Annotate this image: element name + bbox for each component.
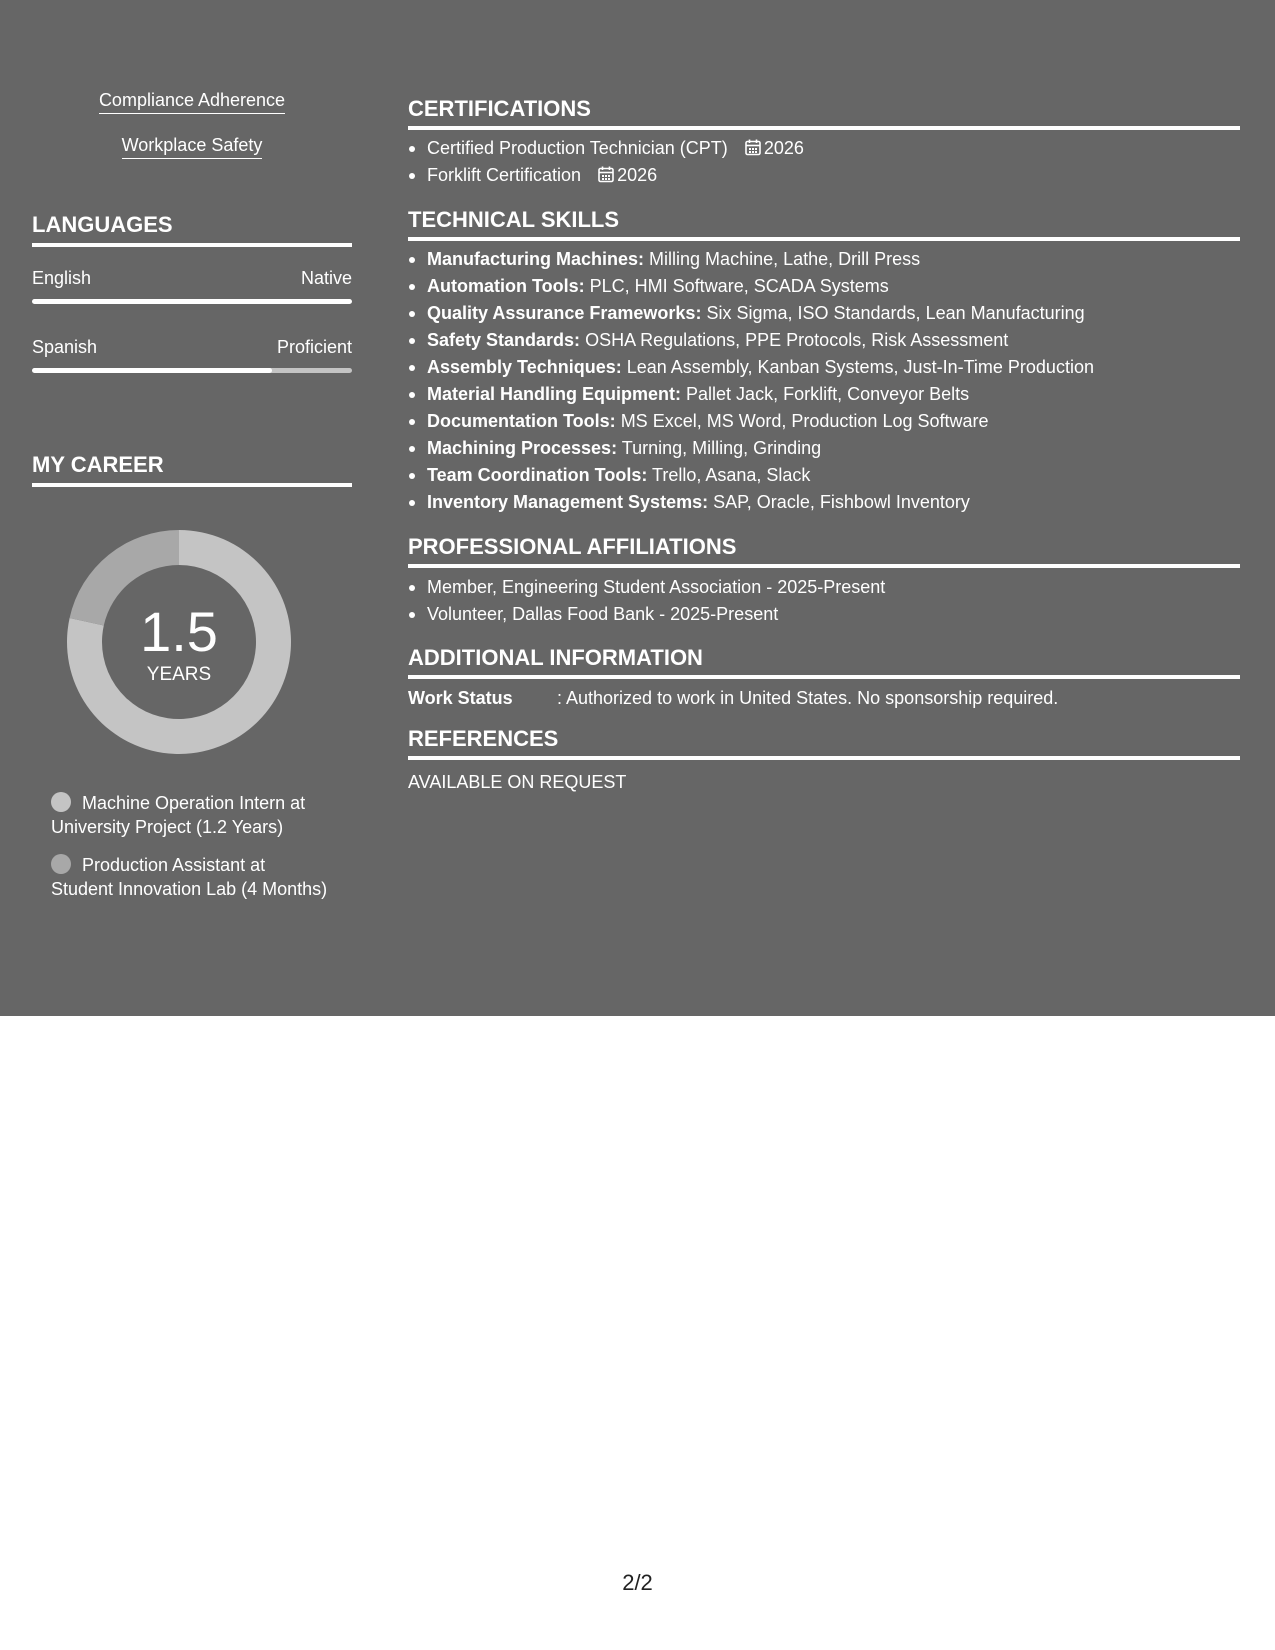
language-row (32, 268, 352, 308)
technical-skill-item: Safety Standards: OSHA Regulations, PPE Protocols, Risk Assessment (408, 327, 1240, 354)
certification-item: Forklift Certification 2026 (408, 162, 1240, 189)
references-heading: REFERENCES (408, 726, 1240, 760)
technical-skill-item: Machining Processes: Turning, Milling, Grinding (408, 435, 1240, 462)
career-legend-item: Production Assistant at Student Innovation Lab (4 Months) (51, 855, 328, 899)
career-total-value: 1.5 (140, 600, 218, 663)
language-proficiency-bar (32, 299, 352, 304)
technical-skill-item: Assembly Techniques: Lean Assembly, Kanban Systems, Just-In-Time Production (408, 354, 1240, 381)
affiliation-item: Volunteer, Dallas Food Bank - 2025-Present (408, 601, 1240, 628)
language-row (32, 337, 352, 377)
affiliation-item: Member, Engineering Student Association - 2025-Present (408, 574, 1240, 601)
work-status-row (408, 686, 1240, 710)
technical-skill-item: Material Handling Equipment: Pallet Jack, Forklift, Conveyor Belts (408, 381, 1240, 408)
technical-skill-item: Manufacturing Machines: Milling Machine, Lathe, Drill Press (408, 246, 1240, 273)
additional-info-heading: ADDITIONAL INFORMATION (408, 645, 1240, 679)
language-proficiency-fill (32, 368, 272, 373)
language-name: English (32, 268, 92, 288)
technical-skills-list (408, 246, 1240, 516)
certifications-heading: CERTIFICATIONS (408, 96, 1240, 130)
language-level: Proficient (276, 337, 352, 357)
career-donut-chart (67, 530, 291, 754)
certification-year: 2026 (617, 165, 658, 185)
work-status-label: Work Status (408, 688, 513, 708)
calendar-icon (745, 139, 761, 156)
skill-item: Workplace Safety (32, 134, 352, 156)
technical-skill-item: Quality Assurance Frameworks: Six Sigma, ISO Standards, Lean Manufacturing (408, 300, 1240, 327)
work-status-value: : Authorized to work in United States. No sponsorship required. (557, 688, 1059, 708)
languages-heading: LANGUAGES (32, 212, 352, 247)
calendar-icon (598, 166, 614, 183)
affiliations-list (408, 574, 1240, 628)
technical-skill-item: Inventory Management Systems: SAP, Oracle, Fishbowl Inventory (408, 489, 1240, 516)
technical-skills-heading: TECHNICAL SKILLS (408, 207, 1240, 241)
affiliations-heading: PROFESSIONAL AFFILIATIONS (408, 534, 1240, 568)
language-proficiency-fill (32, 299, 352, 304)
skill-item: Compliance Adherence (32, 89, 352, 111)
certification-item: Certified Production Technician (CPT) 2026 (408, 135, 1240, 162)
career-heading: MY CAREER (32, 452, 352, 487)
language-proficiency-bar (32, 368, 352, 373)
technical-skill-item: Automation Tools: PLC, HMI Software, SCADA Systems (408, 273, 1240, 300)
legend-dot-icon (51, 854, 71, 874)
references-text: AVAILABLE ON REQUEST (408, 772, 627, 792)
page-number: 2/2 (622, 1570, 653, 1595)
legend-dot-icon (51, 792, 71, 812)
technical-skill-item: Documentation Tools: MS Excel, MS Word, Production Log Software (408, 408, 1240, 435)
career-total-unit: YEARS (146, 664, 212, 685)
language-level: Native (300, 268, 352, 288)
certification-year: 2026 (763, 138, 804, 158)
certifications-list (408, 135, 1240, 189)
language-name: Spanish (32, 337, 98, 357)
technical-skill-item: Team Coordination Tools: Trello, Asana, Slack (408, 462, 1240, 489)
career-legend-item: Machine Operation Intern at University Project (1.2 Years) (51, 793, 306, 837)
